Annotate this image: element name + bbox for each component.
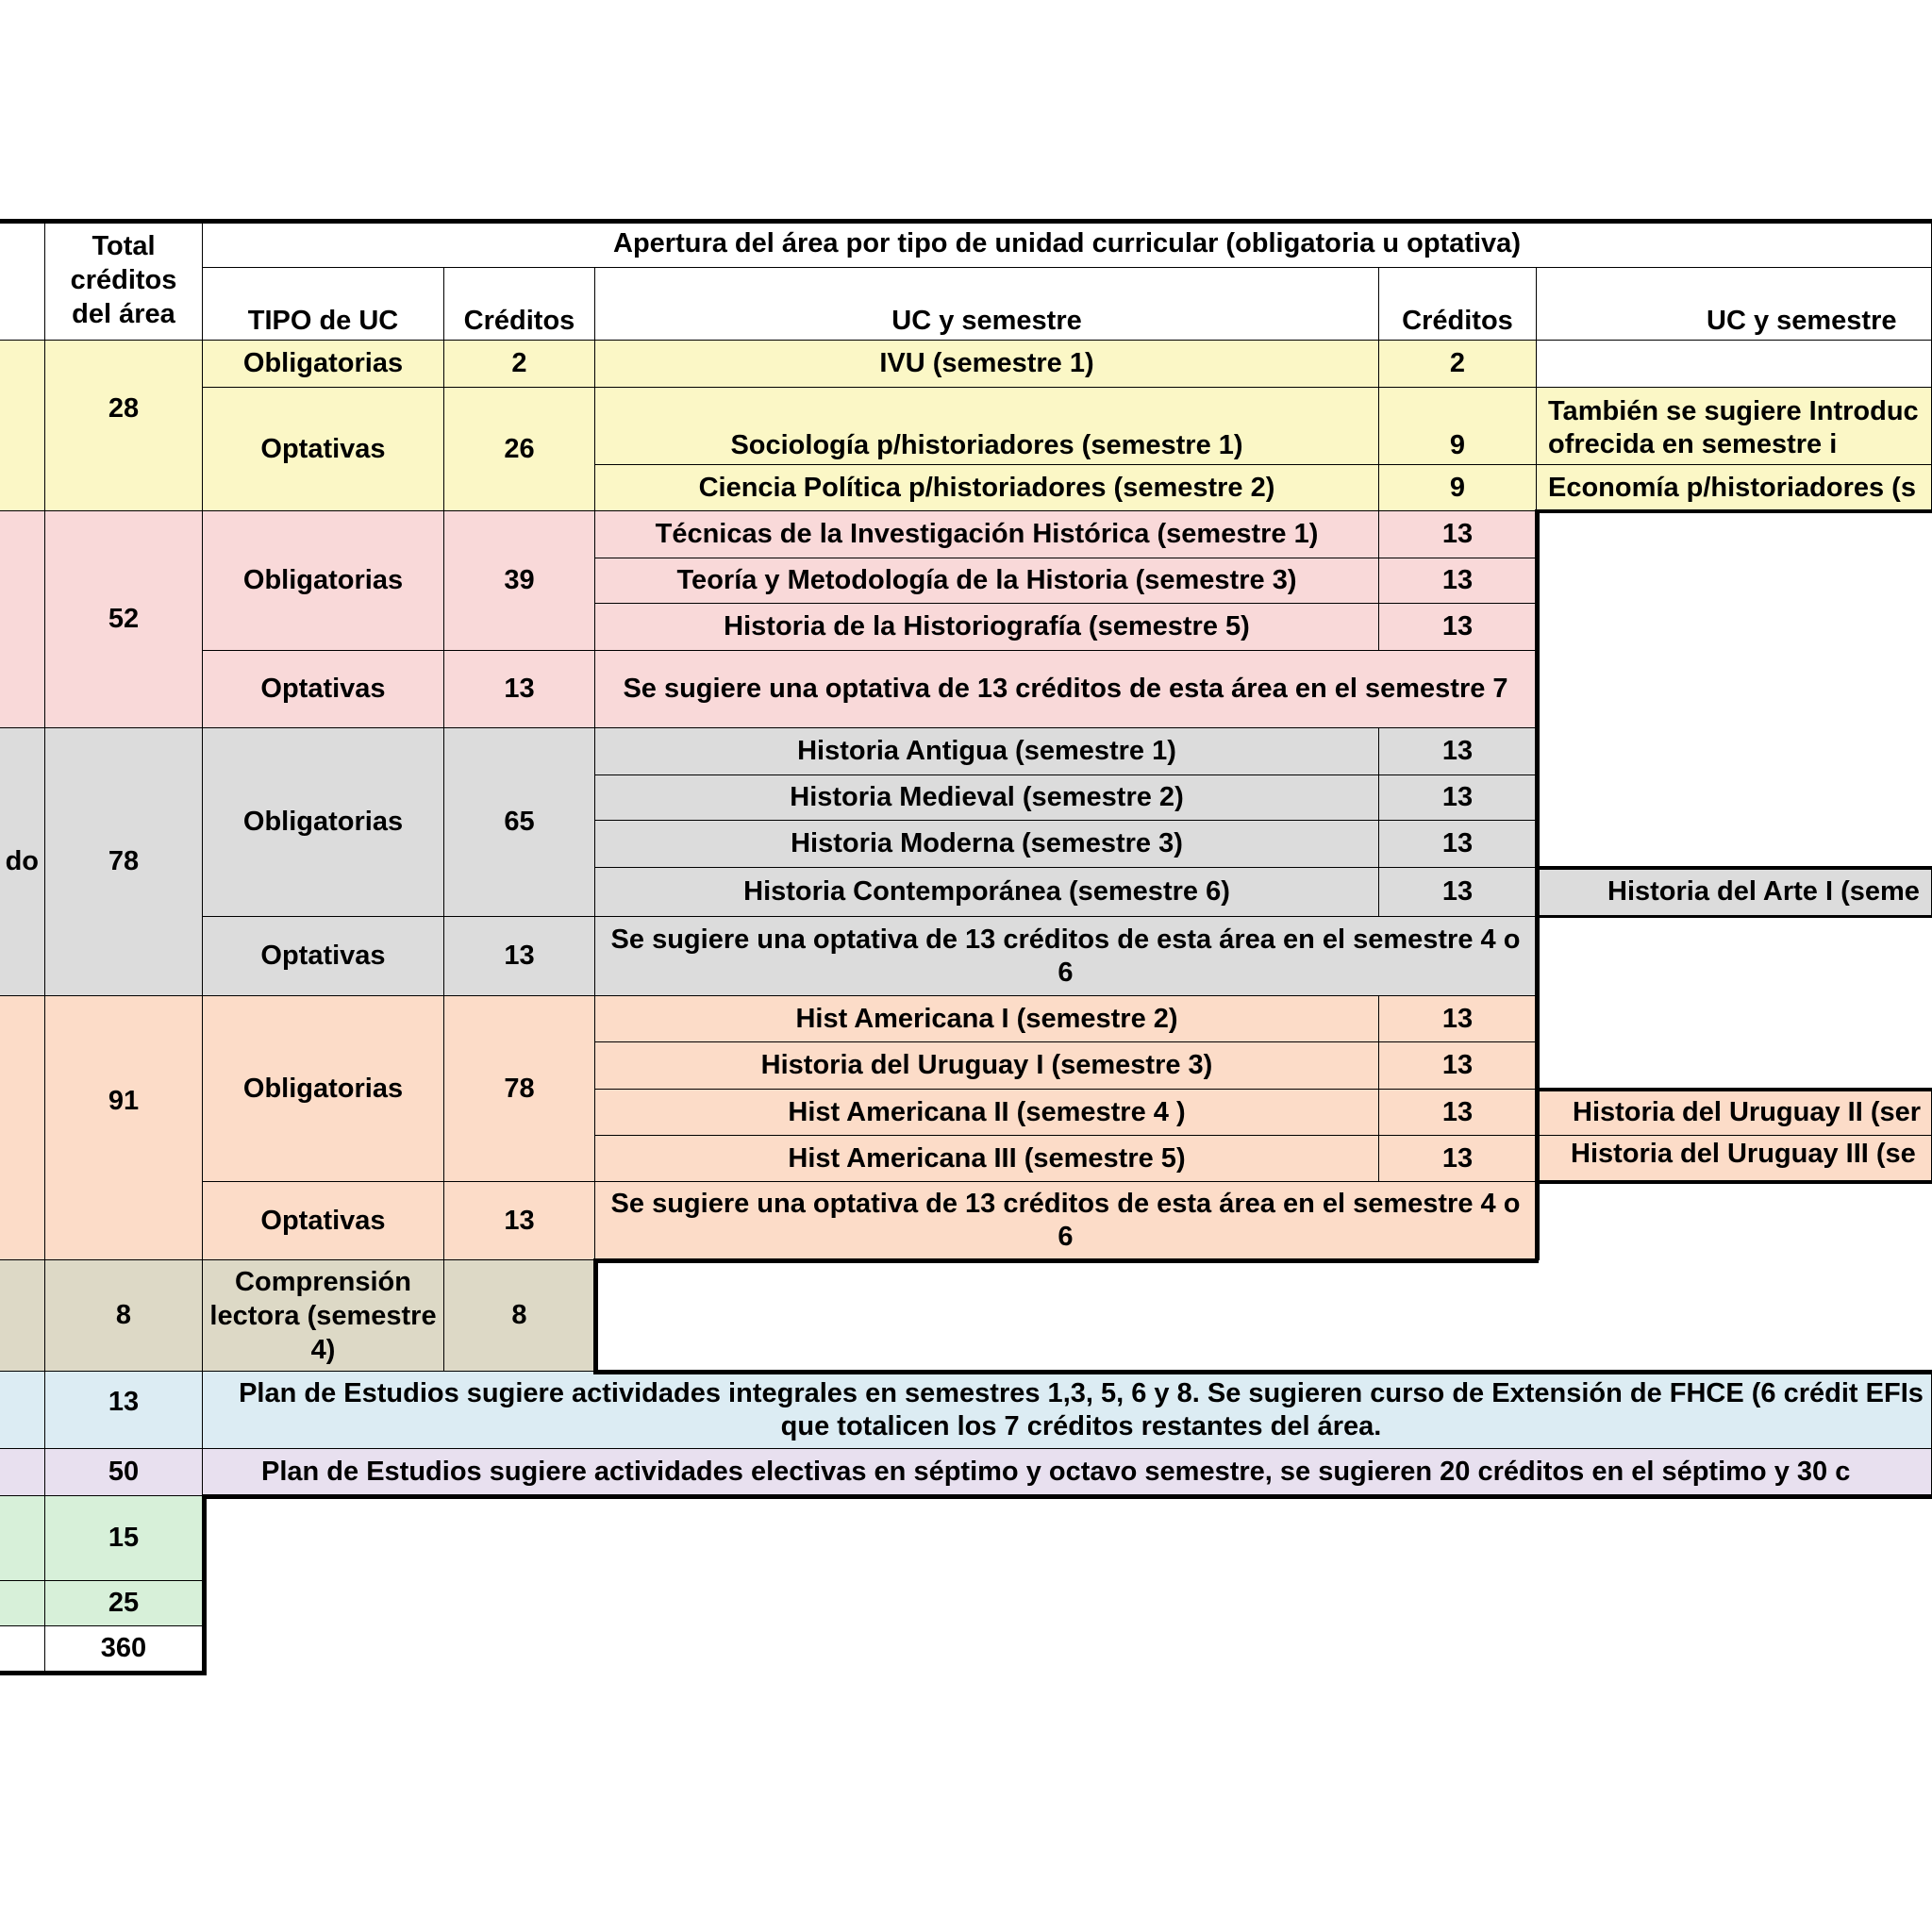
area6-total: 13 bbox=[45, 1372, 203, 1449]
area4-oblig-credits: 78 bbox=[444, 996, 595, 1182]
area3-opt-label: Optativas bbox=[203, 917, 444, 996]
area6-text: Plan de Estudios sugiere actividades integrales en semestres 1,3, 5, 6 y 8. Se sugieren curso de Extensión de FHCE (6 crédit EFIs que totalicen los 7 créditos restantes del área. bbox=[203, 1372, 1932, 1449]
area5-total: 8 bbox=[45, 1260, 203, 1372]
area3-opt-text: Se sugiere una optativa de 13 créditos de esta área en el semestre 4 o 6 bbox=[595, 917, 1537, 996]
area4-row4-uc: Hist Americana III (semestre 5) bbox=[595, 1136, 1379, 1182]
area1-row3-extra: Economía p/historiadores (s bbox=[1537, 465, 1932, 511]
thick-border-left-col bbox=[202, 1494, 207, 1674]
area4-total: 91 bbox=[45, 996, 203, 1260]
area4-opt-credits: 13 bbox=[444, 1182, 595, 1260]
area2-oblig-label: Obligatorias bbox=[203, 511, 444, 651]
thick-border-area3-row4-bottom bbox=[1535, 915, 1932, 918]
header-uc-semestre: UC y semestre bbox=[595, 268, 1379, 341]
thick-border-area1-bottom-right bbox=[1535, 509, 1932, 513]
area3-row4-credits: 13 bbox=[1379, 868, 1537, 917]
area3-oblig-credits: 65 bbox=[444, 728, 595, 917]
area1-opt-credits: 26 bbox=[444, 388, 595, 511]
area4-stub bbox=[0, 996, 45, 1260]
area9-total: 25 bbox=[45, 1581, 203, 1626]
area4-row1-uc: Hist Americana I (semestre 2) bbox=[595, 996, 1379, 1042]
area4-opt-label: Optativas bbox=[203, 1182, 444, 1260]
area1-row2-credits: 9 bbox=[1379, 388, 1537, 465]
area2-row2-uc: Teoría y Metodología de la Historia (semestre 3) bbox=[595, 558, 1379, 604]
thick-border-area7-bottom bbox=[202, 1494, 1932, 1499]
header-uc-semestre-2: UC y semestre bbox=[1537, 268, 1932, 341]
area2-row3-credits: 13 bbox=[1379, 604, 1537, 651]
area3-row1-uc: Historia Antigua (semestre 1) bbox=[595, 728, 1379, 775]
thick-border-area5-box-bottom bbox=[593, 1370, 1932, 1374]
area4-row3-uc: Hist Americana II (semestre 4 ) bbox=[595, 1090, 1379, 1136]
thick-border-area3-row4-top bbox=[1535, 866, 1932, 870]
area3-row3-credits: 13 bbox=[1379, 821, 1537, 868]
area2-opt-label: Optativas bbox=[203, 651, 444, 728]
area2-row2-credits: 13 bbox=[1379, 558, 1537, 604]
header-creditos-2: Créditos bbox=[1379, 268, 1537, 341]
grand-total: 360 bbox=[45, 1626, 203, 1672]
thick-border-area4-row3-top bbox=[1535, 1088, 1932, 1091]
area1-row1-uc: IVU (semestre 1) bbox=[595, 341, 1379, 388]
area1-row3-credits: 9 bbox=[1379, 465, 1537, 511]
area2-opt-text: Se sugiere una optativa de 13 créditos de esta área en el semestre 7 bbox=[595, 651, 1537, 728]
area4-row2-credits: 13 bbox=[1379, 1042, 1537, 1090]
header-apertura: Apertura del área por tipo de unidad curricular (obligatoria u optativa) bbox=[203, 221, 1932, 268]
area2-row1-credits: 13 bbox=[1379, 511, 1537, 558]
area2-total: 52 bbox=[45, 511, 203, 728]
area2-opt-credits: 13 bbox=[444, 651, 595, 728]
area4-row3-credits: 13 bbox=[1379, 1090, 1537, 1136]
area4-row4-credits: 13 bbox=[1379, 1136, 1537, 1182]
area4-row2-uc: Historia del Uruguay I (semestre 3) bbox=[595, 1042, 1379, 1090]
area4-row4-extra: Historia del Uruguay III (se bbox=[1537, 1136, 1932, 1182]
area8-total: 15 bbox=[45, 1496, 203, 1581]
area1-row1-extra bbox=[1537, 341, 1932, 388]
thick-border-area4-row4-bottom bbox=[1535, 1180, 1932, 1184]
header-left-stub bbox=[0, 221, 45, 341]
thick-border-bottom-total bbox=[0, 1671, 207, 1675]
area4-row1-credits: 13 bbox=[1379, 996, 1537, 1042]
thick-border-area5-box-left bbox=[593, 1258, 598, 1374]
area4-row3-extra: Historia del Uruguay II (ser bbox=[1537, 1090, 1932, 1136]
area3-row2-uc: Historia Medieval (semestre 2) bbox=[595, 775, 1379, 821]
area4-oblig-label: Obligatorias bbox=[203, 996, 444, 1182]
area4-opt-text: Se sugiere una optativa de 13 créditos de esta área en el semestre 4 o 6 bbox=[595, 1182, 1537, 1260]
area1-oblig-label: Obligatorias bbox=[203, 341, 444, 388]
area3-row4-uc: Historia Contemporánea (semestre 6) bbox=[595, 868, 1379, 917]
header-total-credits: Total créditos del área bbox=[45, 221, 203, 341]
area1-opt-label: Optativas bbox=[203, 388, 444, 511]
area7-text: Plan de Estudios sugiere actividades electivas en séptimo y octavo semestre, se sugieren 20 créditos en el séptimo y 30 c bbox=[203, 1449, 1932, 1496]
area1-row1-credits: 2 bbox=[1379, 341, 1537, 388]
area9-stub bbox=[0, 1581, 45, 1626]
area2-oblig-credits: 39 bbox=[444, 511, 595, 651]
area3-total: 78 bbox=[45, 728, 203, 996]
area5-stub bbox=[0, 1260, 45, 1372]
area1-oblig-credits: 2 bbox=[444, 341, 595, 388]
area1-total: 28 bbox=[45, 341, 203, 511]
thick-border-area5-box-top bbox=[593, 1258, 1539, 1263]
area2-row3-uc: Historia de la Historiografía (semestre 5) bbox=[595, 604, 1379, 651]
area3-opt-credits: 13 bbox=[444, 917, 595, 996]
area1-row2-extra: También se sugiere Introduc ofrecida en semestre i bbox=[1537, 388, 1932, 465]
thick-border-top bbox=[0, 219, 1932, 224]
area2-row1-uc: Técnicas de la Investigación Histórica (semestre 1) bbox=[595, 511, 1379, 558]
area3-name-partial: do bbox=[0, 728, 45, 996]
area3-row2-credits: 13 bbox=[1379, 775, 1537, 821]
area3-row3-uc: Historia Moderna (semestre 3) bbox=[595, 821, 1379, 868]
area8-stub bbox=[0, 1496, 45, 1581]
area3-row1-credits: 13 bbox=[1379, 728, 1537, 775]
area1-row2-uc: Sociología p/historiadores (semestre 1) bbox=[595, 388, 1379, 465]
header-creditos: Créditos bbox=[444, 268, 595, 341]
thick-border-right-block bbox=[1535, 509, 1540, 1260]
area3-oblig-label: Obligatorias bbox=[203, 728, 444, 917]
area2-stub bbox=[0, 511, 45, 728]
area3-row4-extra: Historia del Arte I (seme bbox=[1537, 868, 1932, 917]
area5-credits: 8 bbox=[444, 1260, 595, 1372]
area7-stub bbox=[0, 1449, 45, 1496]
area1-stub bbox=[0, 341, 45, 511]
area5-type: Comprensión lectora (semestre 4) bbox=[203, 1260, 444, 1372]
area6-stub bbox=[0, 1372, 45, 1449]
area1-row3-uc: Ciencia Política p/historiadores (semestre 2) bbox=[595, 465, 1379, 511]
area7-total: 50 bbox=[45, 1449, 203, 1496]
grand-total-stub bbox=[0, 1626, 45, 1672]
header-tipo-uc: TIPO de UC bbox=[203, 268, 444, 341]
